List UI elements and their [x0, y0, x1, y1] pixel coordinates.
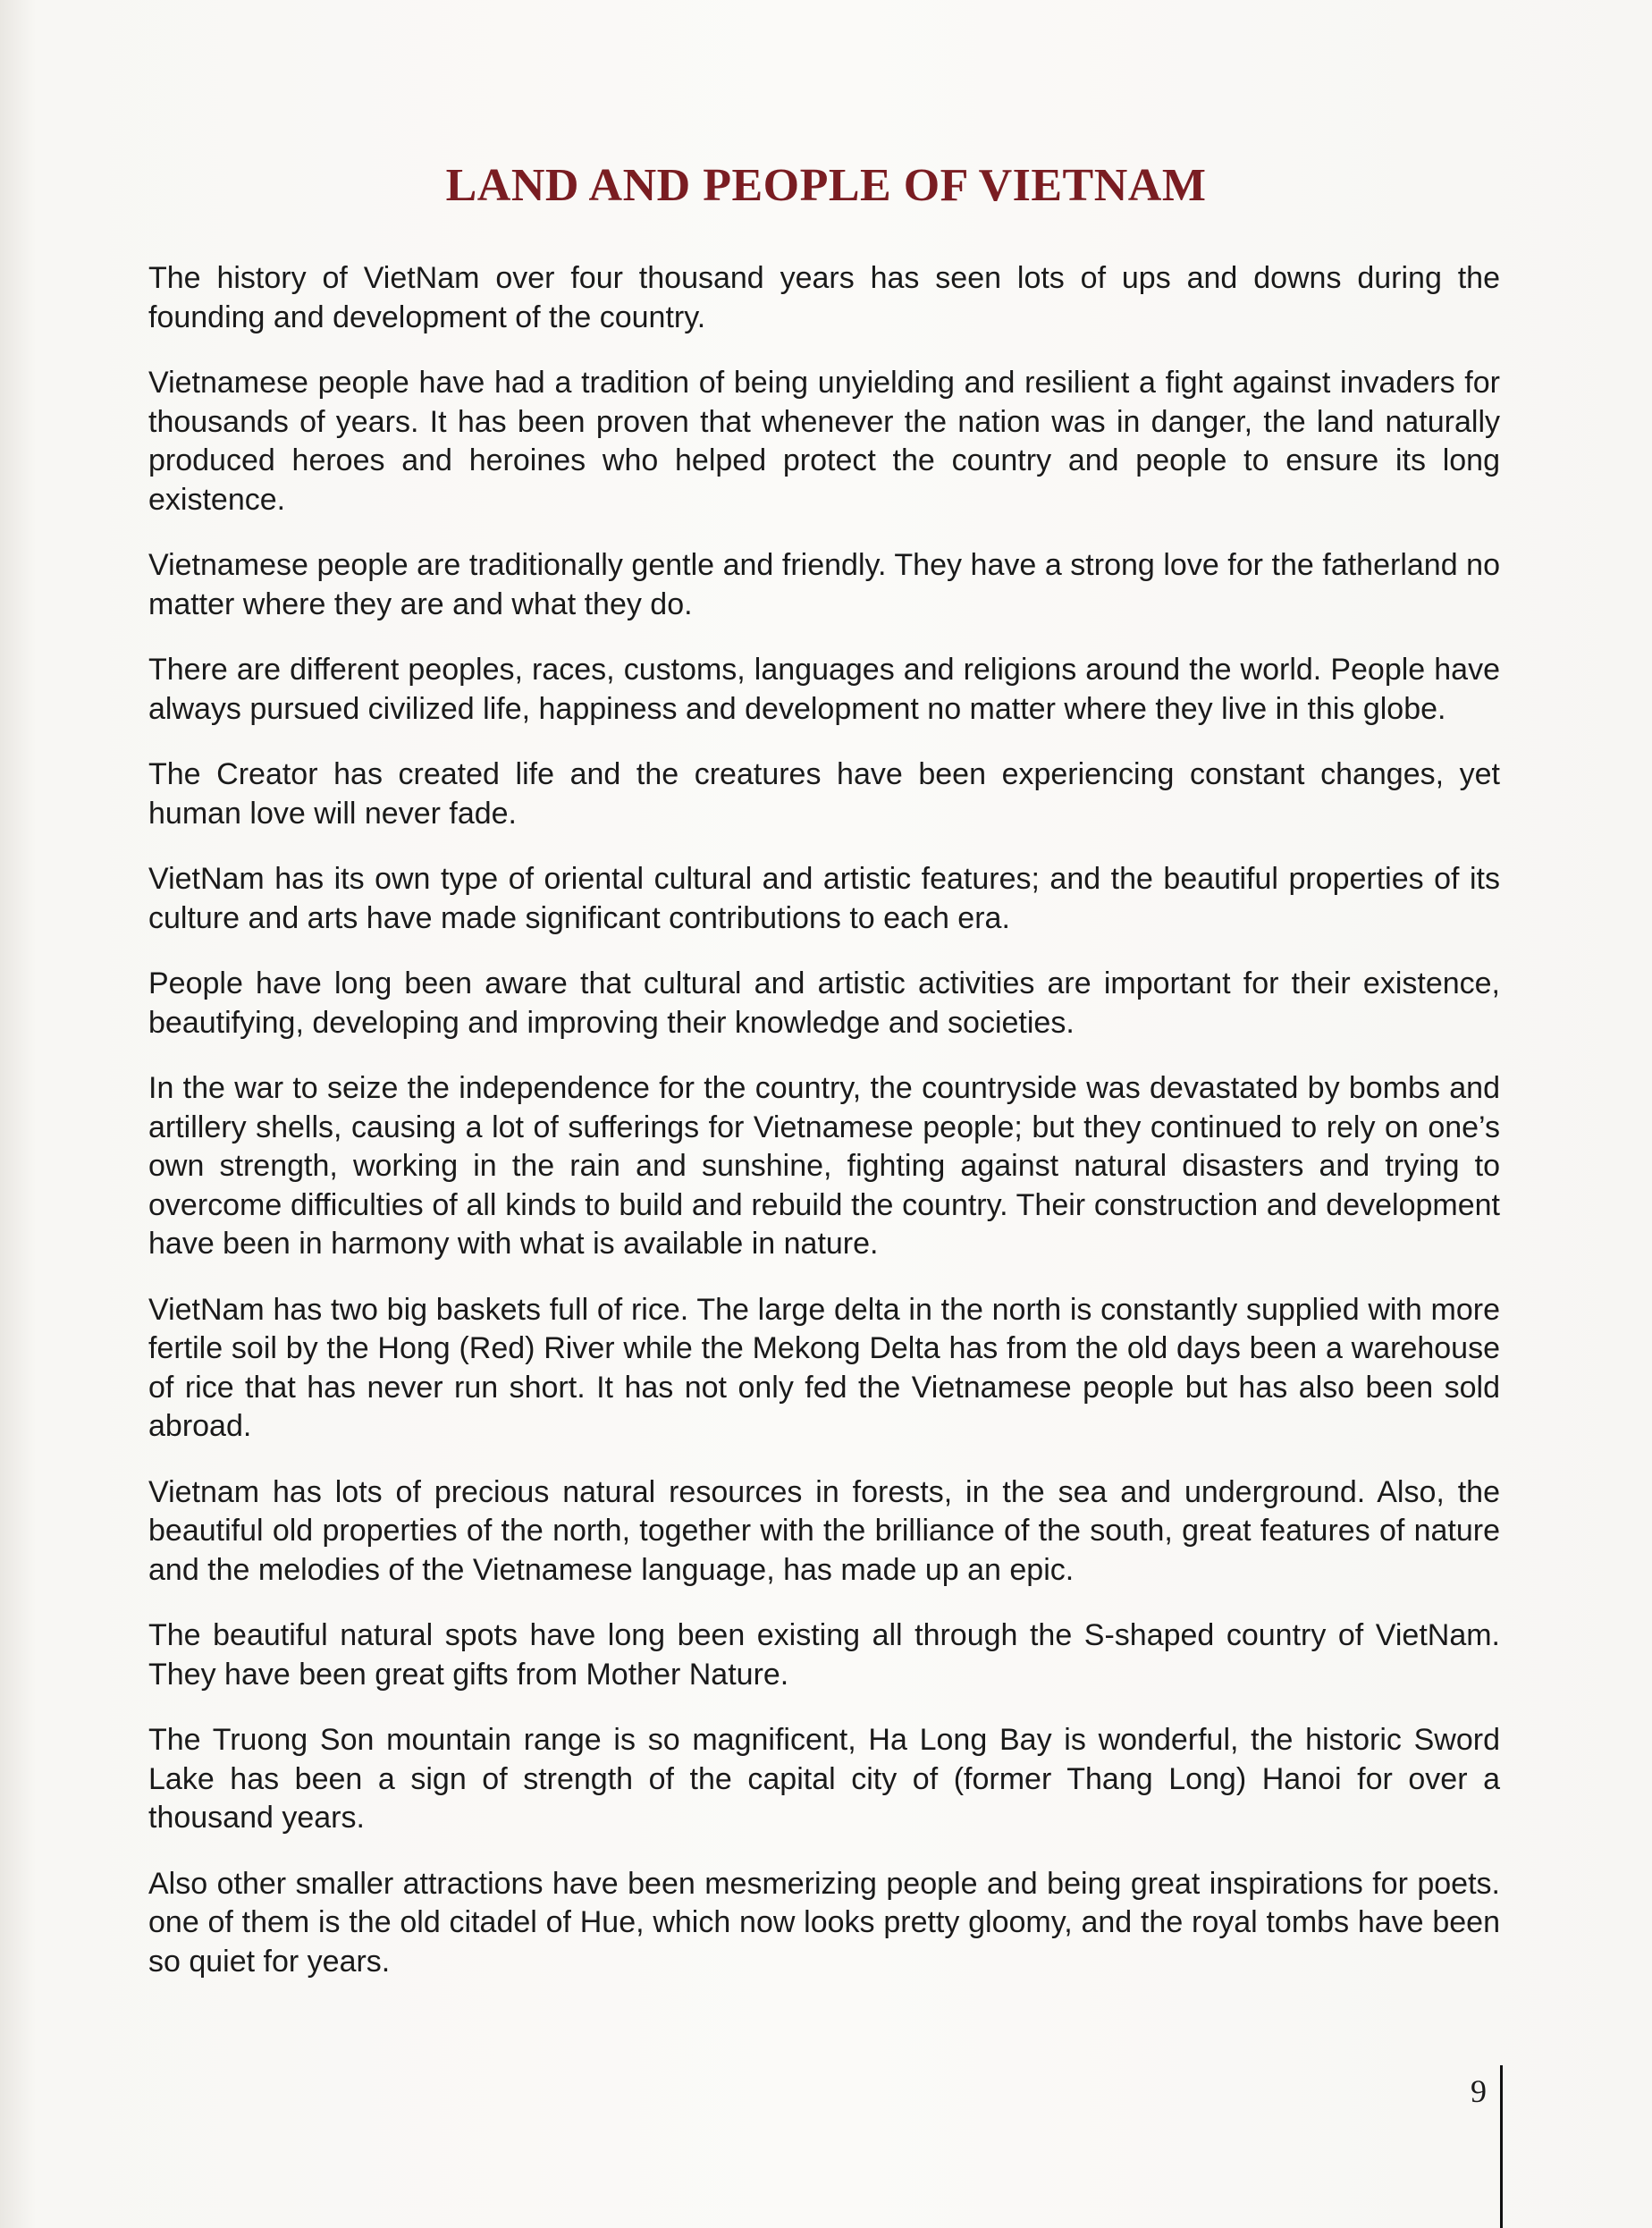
paragraph: The Truong Son mountain range is so magnificent, Ha Long Bay is wonderful, the historic Sword Lake has been a sign of strength of the capital city of (former Thang Long) Hanoi for over a thousand years. — [148, 1723, 1500, 1835]
paragraph: Vietnamese people have had a tradition of being unyielding and resilient a fight against invaders for thousands of years. It has been proven that whenever the nation was in danger, the land naturally produced heroes and heroines who helped protect the country and people to ensure its long existence. — [148, 366, 1500, 517]
page-title: LAND AND PEOPLE OF VIETNAM — [445, 160, 1207, 211]
paragraph: There are different peoples, races, customs, languages and religions around the world. People have always pursued civilized life, happiness and development no matter where they live in this globe. — [148, 653, 1500, 726]
paragraph: Vietnamese people are traditionally gentle and friendly. They have a strong love for the fatherland no matter where they are and what they do. — [148, 548, 1500, 621]
page-number: 9 — [1471, 2073, 1487, 2109]
paragraph: The Creator has created life and the creatures have been experiencing constant changes, yet human love will never fade. — [148, 757, 1500, 831]
page-edge-rule — [1500, 2065, 1503, 2228]
body-text — [148, 259, 1500, 2008]
paragraph: The history of VietNam over four thousand years has seen lots of ups and downs during the founding and development of the country. — [148, 261, 1500, 334]
paragraph: In the war to seize the independence for the country, the countryside was devastated by bombs and artillery shells, causing a lot of sufferings for Vietnamese people; but they continued to rely on one’s own strength, working in the rain and sunshine, fighting against natural disasters and trying to overcome difficulties of all kinds to build and rebuild the country. Their construction and development have been in harmony with what is available in nature. — [148, 1071, 1500, 1261]
paragraph: Also other smaller attractions have been mesmerizing people and being great inspirations for poets. one of them is the old citadel of Hue, which now looks pretty gloomy, and the royal tombs have been so quiet for years. — [148, 1866, 1500, 1979]
paragraph: People have long been aware that cultural and artistic activities are important for their existence, beautifying, developing and improving their knowledge and societies. — [148, 966, 1500, 1040]
paragraph: VietNam has two big baskets full of rice. The large delta in the north is constantly supplied with more fertile soil by the Hong (Red) River while the Mekong Delta has from the old days been a warehouse of rice that has never run short. It has not only fed the Vietnamese people but has also been sold abroad. — [148, 1292, 1500, 1443]
paragraph: Vietnam has lots of precious natural resources in forests, in the sea and underground. Also, the beautiful old properties of the north, together with the brilliance of the south, great features of nature and the melodies of the Vietnamese language, has made up an epic. — [148, 1474, 1500, 1587]
paragraph: VietNam has its own type of oriental cultural and artistic features; and the beautiful properties of its culture and arts have made significant contributions to each era. — [148, 862, 1500, 935]
paragraph: The beautiful natural spots have long been existing all through the S-shaped country of VietNam. They have been great gifts from Mother Nature. — [148, 1618, 1500, 1692]
